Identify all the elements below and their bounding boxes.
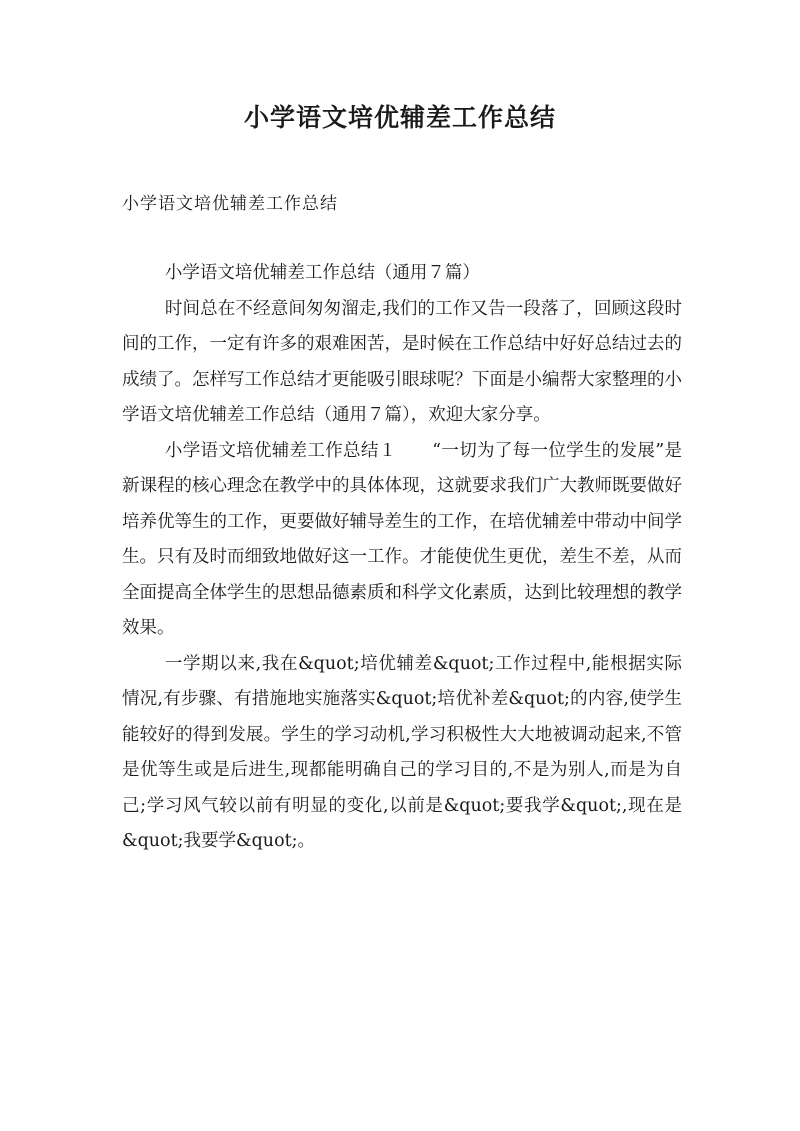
paragraph-intro: 时间总在不经意间匆匆溜走,我们的工作又告一段落了，回顾这段时间的工作，一定有许多的艰难困苦，是时候在工作总结中好好总结过去的成绩了。怎样写工作总结才更能吸引眼球呢？下面是小编帮大家整理的小学语文培优辅差工作总结（通用７篇），欢迎大家分享。 [122, 298, 682, 425]
document-title: 小学语文培优辅差工作总结 [243, 103, 556, 132]
paragraph-semester: 一学期以来,我在&quot;培优辅差&quot;工作过程中,能根据实际情况,有步骤、有措施地实施落实&quot;培优补差&quot;的内容,使学生能较好的得到发展。学生的学习动机,学习积极性大大地被调动起来,不管是优等生或是后进生,现都能明确自己的学习目的,不是为别人,而是为自己;学习风气较以前有明显的变化,以前是&quot;要我学&quot;,现在是&quot;我要学&quot;。 [122, 653, 682, 851]
document-subtitle: 小学语文培优辅差工作总结 [122, 194, 338, 214]
paragraph-summary-1: 小学语文培优辅差工作总结１ “一切为了每一位学生的发展”是新课程的核心理念在教学中的具体体现，这就要求我们广大教师既要做好培养优等生的工作，更要做好辅导差生的工作，在培优辅差中带动中间学生。只有及时而细致地做好这一工作。才能使优生更优，差生不差，从而全面提高全体学生的思想品德素质和科学文化素质，达到比较理想的教学效果。 [122, 440, 682, 638]
paragraph-heading: 小学语文培优辅差工作总结（通用７篇） [164, 263, 480, 283]
document-body [122, 256, 682, 860]
